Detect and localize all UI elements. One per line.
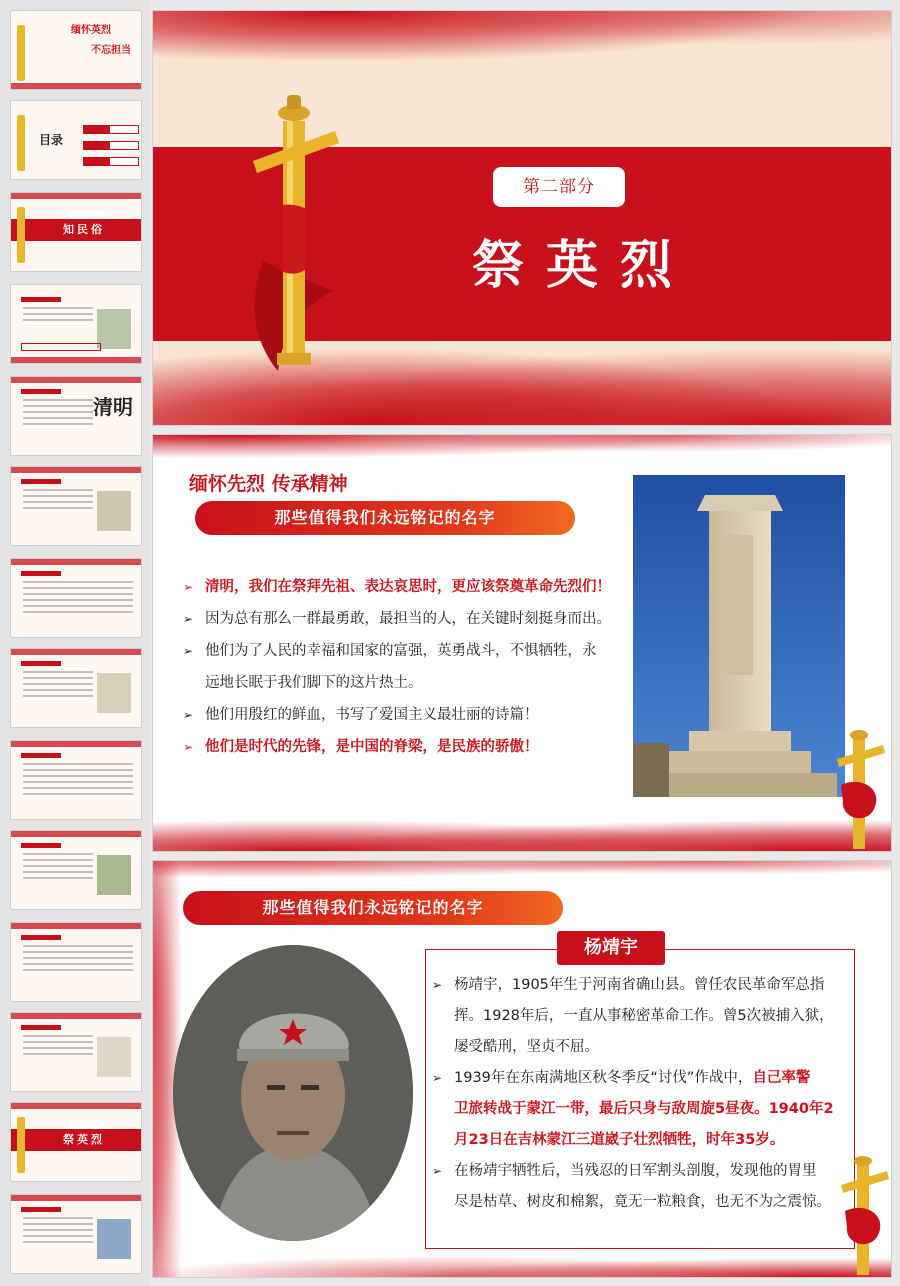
slide-thumbnail-4[interactable] (10, 284, 142, 364)
thumb-text-lines (23, 1217, 93, 1247)
bullet-continuation (183, 667, 653, 699)
huabiao-icon (17, 115, 25, 171)
bullet-item (432, 970, 850, 1001)
bullet-item (432, 1156, 850, 1187)
thumb-text-lines (23, 307, 93, 325)
bullet-continuation (432, 1032, 850, 1063)
ink-decoration (153, 435, 892, 465)
highlight-text: 月23日在吉林蒙江三道崴子壮烈牺牲，时年35岁。 (454, 1132, 785, 1148)
biography-box (425, 949, 855, 1249)
slide-thumbnail-3[interactable] (10, 192, 142, 272)
ink-decoration (11, 831, 141, 837)
thumb-badge (69, 1121, 105, 1129)
bullet-text: 因为总有那么一群最勇敢，最担当的人，在关键时刻挺身而出。 (205, 611, 611, 627)
thumb-image (97, 491, 131, 531)
thumb-toc-title: 目录 (39, 133, 64, 147)
thumb-note-box (21, 343, 101, 351)
slide-remembrance[interactable] (152, 434, 892, 852)
arrow-bullet-icon: ➢ (432, 1071, 443, 1085)
bullet-text: 杨靖宇，1905年生于河南省确山县。曾任农民革命军总指 (454, 977, 825, 993)
bullet-text: 清明，我们在祭拜先祖、表达哀思时，更应该祭奠革命先烈们！ (205, 579, 611, 595)
ink-decoration (11, 1195, 141, 1201)
thumb-heading (21, 1207, 61, 1212)
part-badge: 第二部分 (493, 167, 625, 207)
arrow-bullet-icon: ➢ (183, 708, 194, 722)
ink-decoration (153, 11, 891, 71)
bullet-continuation (432, 1187, 850, 1218)
bullet-text: 屡受酷刑，坚贞不屈。 (454, 1039, 599, 1055)
banner-title: 那些值得我们永远铭记的名字 (195, 501, 575, 535)
thumb-text-lines (23, 763, 133, 799)
slide-thumbnail-14[interactable] (10, 1194, 142, 1274)
ink-decoration (153, 1247, 891, 1277)
thumb-image (97, 673, 131, 713)
ink-decoration (11, 83, 141, 89)
huabiao-icon (17, 25, 25, 81)
thumb-heading (21, 297, 61, 302)
banner-title: 那些值得我们永远铭记的名字 (183, 891, 563, 925)
thumb-toc-item (83, 157, 139, 166)
thumb-text-lines (23, 1035, 93, 1059)
thumb-heading (21, 1025, 61, 1030)
arrow-bullet-icon: ➢ (183, 580, 194, 594)
ink-decoration (11, 193, 141, 199)
thumb-heading (21, 571, 61, 576)
huabiao-pillar-icon (243, 91, 353, 381)
bullet-item (183, 635, 653, 667)
thumb-section-title: 祭英烈 (63, 1133, 105, 1146)
huabiao-icon (17, 207, 25, 263)
arrow-bullet-icon: ➢ (183, 740, 194, 754)
huabiao-pillar-icon (837, 1151, 892, 1277)
thumb-toc-item (83, 141, 139, 150)
thumb-heading (21, 843, 61, 848)
thumb-badge (69, 211, 105, 219)
slide-thumbnail-12[interactable] (10, 1012, 142, 1092)
thumb-image (97, 1037, 131, 1077)
arrow-bullet-icon: ➢ (183, 644, 194, 658)
slide-thumbnail-8[interactable] (10, 648, 142, 728)
bullet-item (183, 699, 653, 731)
thumb-text-lines (23, 853, 93, 883)
bullet-list (183, 571, 653, 763)
slide-thumbnail-6[interactable] (10, 466, 142, 546)
thumb-text-lines (23, 945, 133, 975)
bullet-text: 在杨靖宇牺牲后，当残忍的日军割头剖腹，发现他的胃里 (454, 1163, 817, 1179)
portrait-photo (173, 945, 413, 1241)
bullet-text: 尽是枯草、树皮和棉絮，竟无一粒粮食，也无不为之震惊。 (454, 1194, 831, 1210)
ink-decoration (11, 1013, 141, 1019)
thumb-section-title: 知民俗 (63, 223, 105, 236)
thumb-toc-item (83, 125, 139, 134)
huabiao-icon (17, 1117, 25, 1173)
bullet-continuation (432, 1094, 850, 1125)
highlight-text: 自己率警 (752, 1070, 811, 1086)
arrow-bullet-icon: ➢ (432, 978, 443, 992)
portrait-image (173, 945, 413, 1241)
bullet-text: 远地长眠于我们脚下的这片热土。 (205, 675, 423, 691)
thumb-heading (21, 479, 61, 484)
thumb-cover-title: 缅怀英烈 (71, 25, 111, 36)
ink-decoration (11, 467, 141, 473)
bullet-text: 1939年在东南满地区秋冬季反“讨伐”作战中， (454, 1070, 753, 1086)
bullet-continuation (432, 1001, 850, 1032)
ink-decoration (11, 357, 141, 363)
bullet-text: 他们是时代的先锋，是中国的脊梁，是民族的骄傲！ (205, 739, 539, 755)
slide-thumbnail-9[interactable] (10, 740, 142, 820)
ink-decoration (11, 559, 141, 565)
thumb-heading (21, 935, 61, 940)
thumb-text-lines (23, 489, 93, 513)
hero-name-tag: 杨靖宇 (557, 931, 665, 965)
ink-decoration (153, 811, 892, 851)
bullet-item (183, 603, 653, 635)
thumb-cover-subtitle: 不忘担当 (91, 45, 131, 56)
monument-photo (633, 475, 845, 797)
slide-thumbnail-13[interactable] (10, 1102, 142, 1182)
highlight-text: 卫旅转战于蒙江一带，最后只身与敌周旋5昼夜。1940年2 (454, 1101, 834, 1117)
thumb-heading (21, 389, 61, 394)
slide-section-title[interactable] (152, 10, 892, 426)
section-title: 祭英烈 (471, 235, 694, 296)
ink-decoration (11, 1103, 141, 1109)
slide-heading: 缅怀先烈 传承精神 (189, 473, 348, 495)
bullet-item (183, 571, 653, 603)
arrow-bullet-icon: ➢ (432, 1164, 443, 1178)
bullet-text: 他们为了人民的幸福和国家的富强，英勇战斗，不惧牺牲，永 (205, 643, 597, 659)
ink-decoration (11, 649, 141, 655)
biography-bullets (432, 970, 850, 1218)
arrow-bullet-icon: ➢ (183, 612, 194, 626)
thumb-calligraphy: 清明 (93, 395, 133, 419)
slide-thumbnail-11[interactable] (10, 922, 142, 1002)
slide-thumbnail-panel (0, 0, 150, 1286)
ink-decoration (153, 861, 891, 885)
ink-decoration (11, 923, 141, 929)
slide-thumbnail-2[interactable] (10, 100, 142, 180)
thumb-image (97, 309, 131, 349)
bullet-item (183, 731, 653, 763)
bullet-item (432, 1063, 850, 1094)
slide-thumbnail-10[interactable] (10, 830, 142, 910)
thumb-image (97, 855, 131, 895)
slide-thumbnail-1[interactable] (10, 10, 142, 90)
slide-thumbnail-7[interactable] (10, 558, 142, 638)
bullet-text: 他们用殷红的鲜血，书写了爱国主义最壮丽的诗篇！ (205, 707, 539, 723)
bullet-text: 挥。1928年后，一直从事秘密革命工作。曾5次被捕入狱， (454, 1008, 834, 1024)
bullet-continuation (432, 1125, 850, 1156)
thumb-text-lines (23, 671, 93, 701)
thumb-text-lines (23, 581, 133, 617)
thumb-image (97, 1219, 131, 1259)
thumb-heading (21, 753, 61, 758)
ink-decoration (11, 377, 141, 383)
ink-decoration (11, 741, 141, 747)
thumb-heading (21, 661, 61, 666)
slide-thumbnail-5[interactable] (10, 376, 142, 456)
thumb-text-lines (23, 399, 93, 429)
huabiao-pillar-icon (833, 725, 889, 851)
slide-hero-profile[interactable] (152, 860, 892, 1278)
